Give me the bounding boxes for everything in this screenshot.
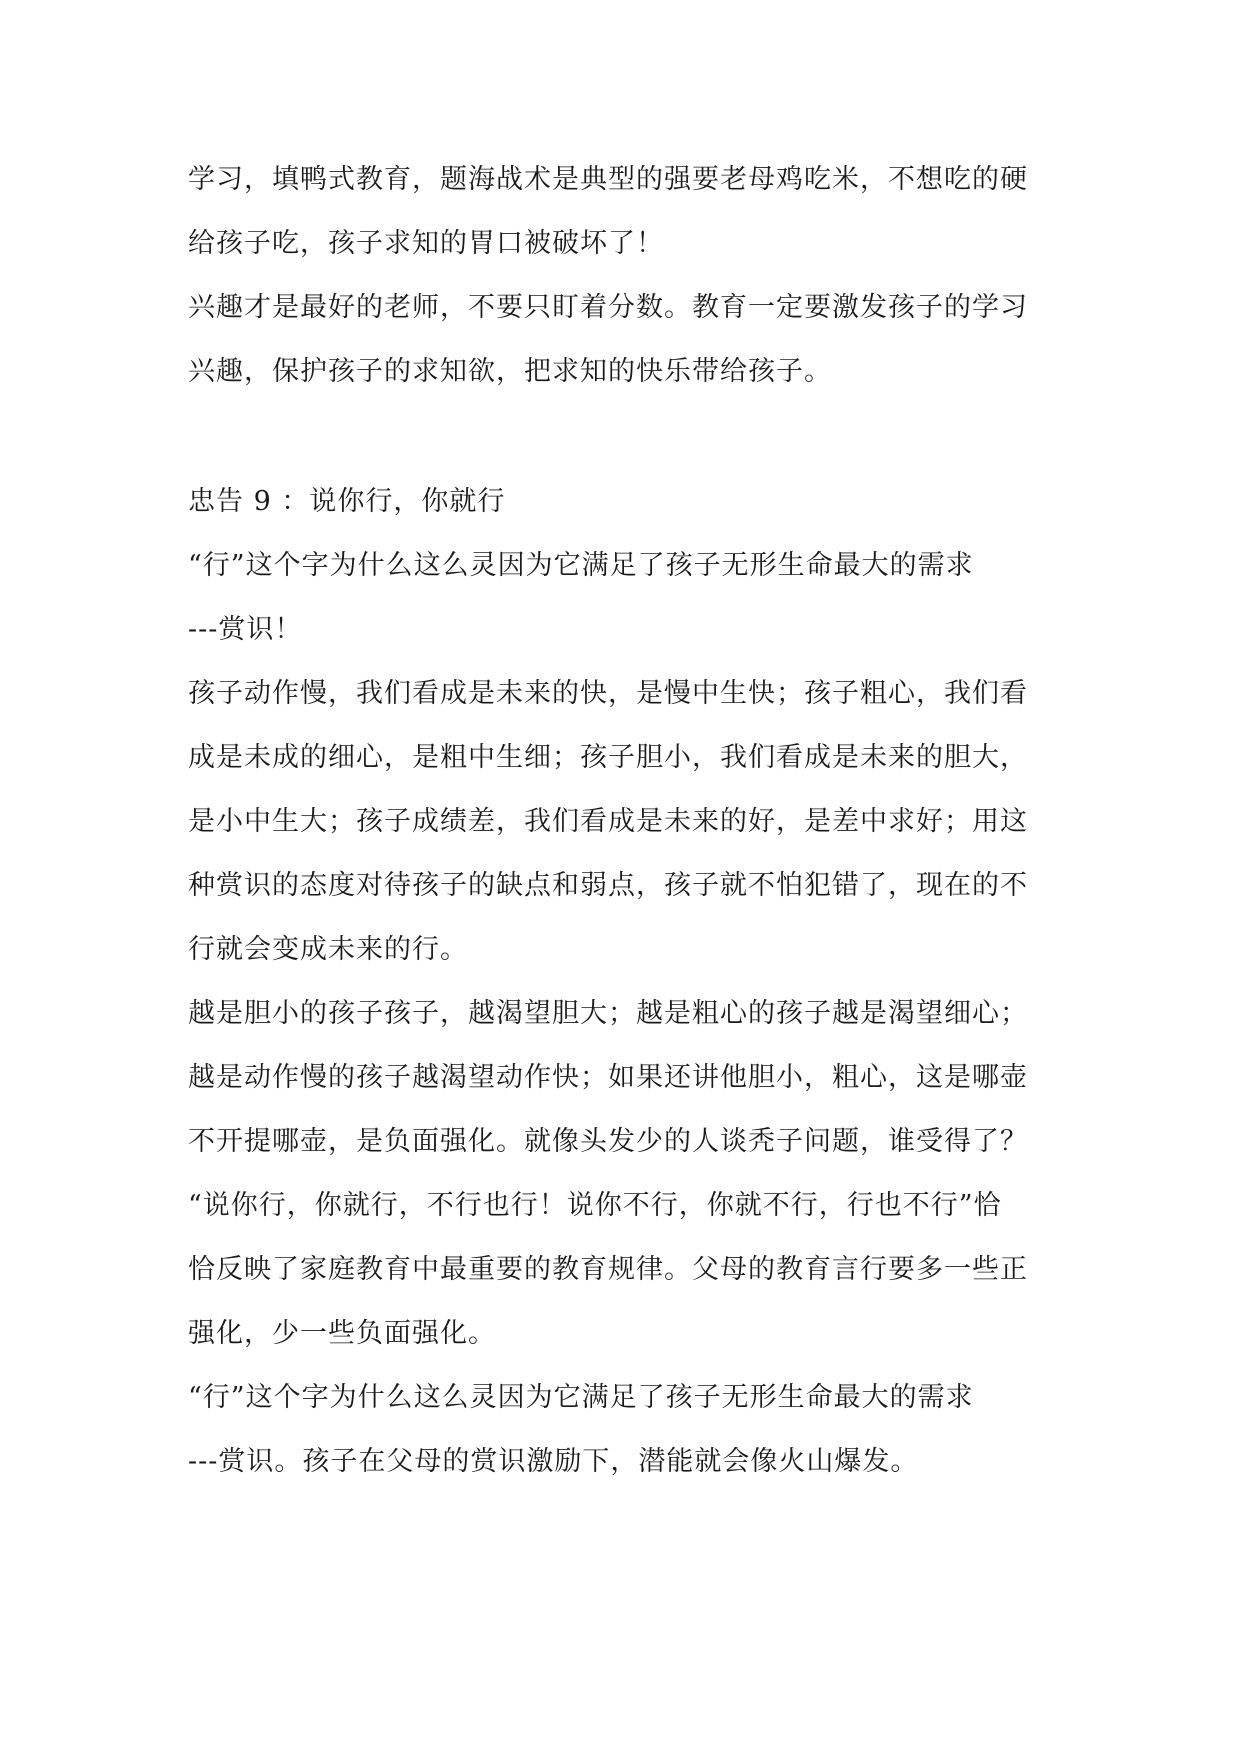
text-line: “行”这个字为什么这么灵因为它满足了孩子无形生命最大的需求: [188, 550, 974, 581]
text-line: “行”这个字为什么这么灵因为它满足了孩子无形生命最大的需求: [188, 1382, 974, 1413]
text-line: 越是胆小的孩子孩子，越渴望胆大；越是粗心的孩子越是渴望细心；: [188, 998, 1028, 1029]
text-line: ---赏识。孩子在父母的赏识激励下，潜能就会像火山爆发。: [188, 1446, 919, 1477]
text-line: 恰反映了家庭教育中最重要的教育规律。父母的教育言行要多一些正: [188, 1254, 1028, 1285]
text-line: 成是未成的细心，是粗中生细；孩子胆小，我们看成是未来的胆大，: [188, 742, 1028, 773]
text-line: 孩子动作慢，我们看成是未来的快，是慢中生快；孩子粗心，我们看: [188, 678, 1028, 709]
text-line: 是小中生大；孩子成绩差，我们看成是未来的好，是差中求好；用这: [188, 806, 1028, 837]
text-line: “说你行，你就行，不行也行！说你不行，你就不行，行也不行”恰: [188, 1190, 1002, 1221]
text-line: 不开提哪壶，是负面强化。就像头发少的人谈秃子问题，谁受得了？: [188, 1126, 1028, 1157]
text-line: 行就会变成未来的行。: [188, 934, 468, 965]
text-line: 越是动作慢的孩子越渴望动作快；如果还讲他胆小，粗心，这是哪壶: [188, 1062, 1028, 1093]
text-line: 强化，少一些负面强化。: [188, 1318, 496, 1349]
section-heading: 忠告 9 ：说你行，你就行: [188, 486, 506, 517]
text-line: 种赏识的态度对待孩子的缺点和弱点，孩子就不怕犯错了，现在的不: [188, 870, 1028, 901]
text-line: ---赏识！: [188, 614, 303, 645]
text-line: 兴趣才是最好的老师，不要只盯着分数。教育一定要激发孩子的学习: [188, 292, 1028, 323]
text-line: 给孩子吃，孩子求知的胃口被破坏了！: [188, 228, 664, 259]
text-line: 兴趣，保护孩子的求知欲，把求知的快乐带给孩子。: [188, 356, 832, 387]
text-line: 学习，填鸭式教育，题海战术是典型的强要老母鸡吃米，不想吃的硬: [188, 164, 1028, 195]
